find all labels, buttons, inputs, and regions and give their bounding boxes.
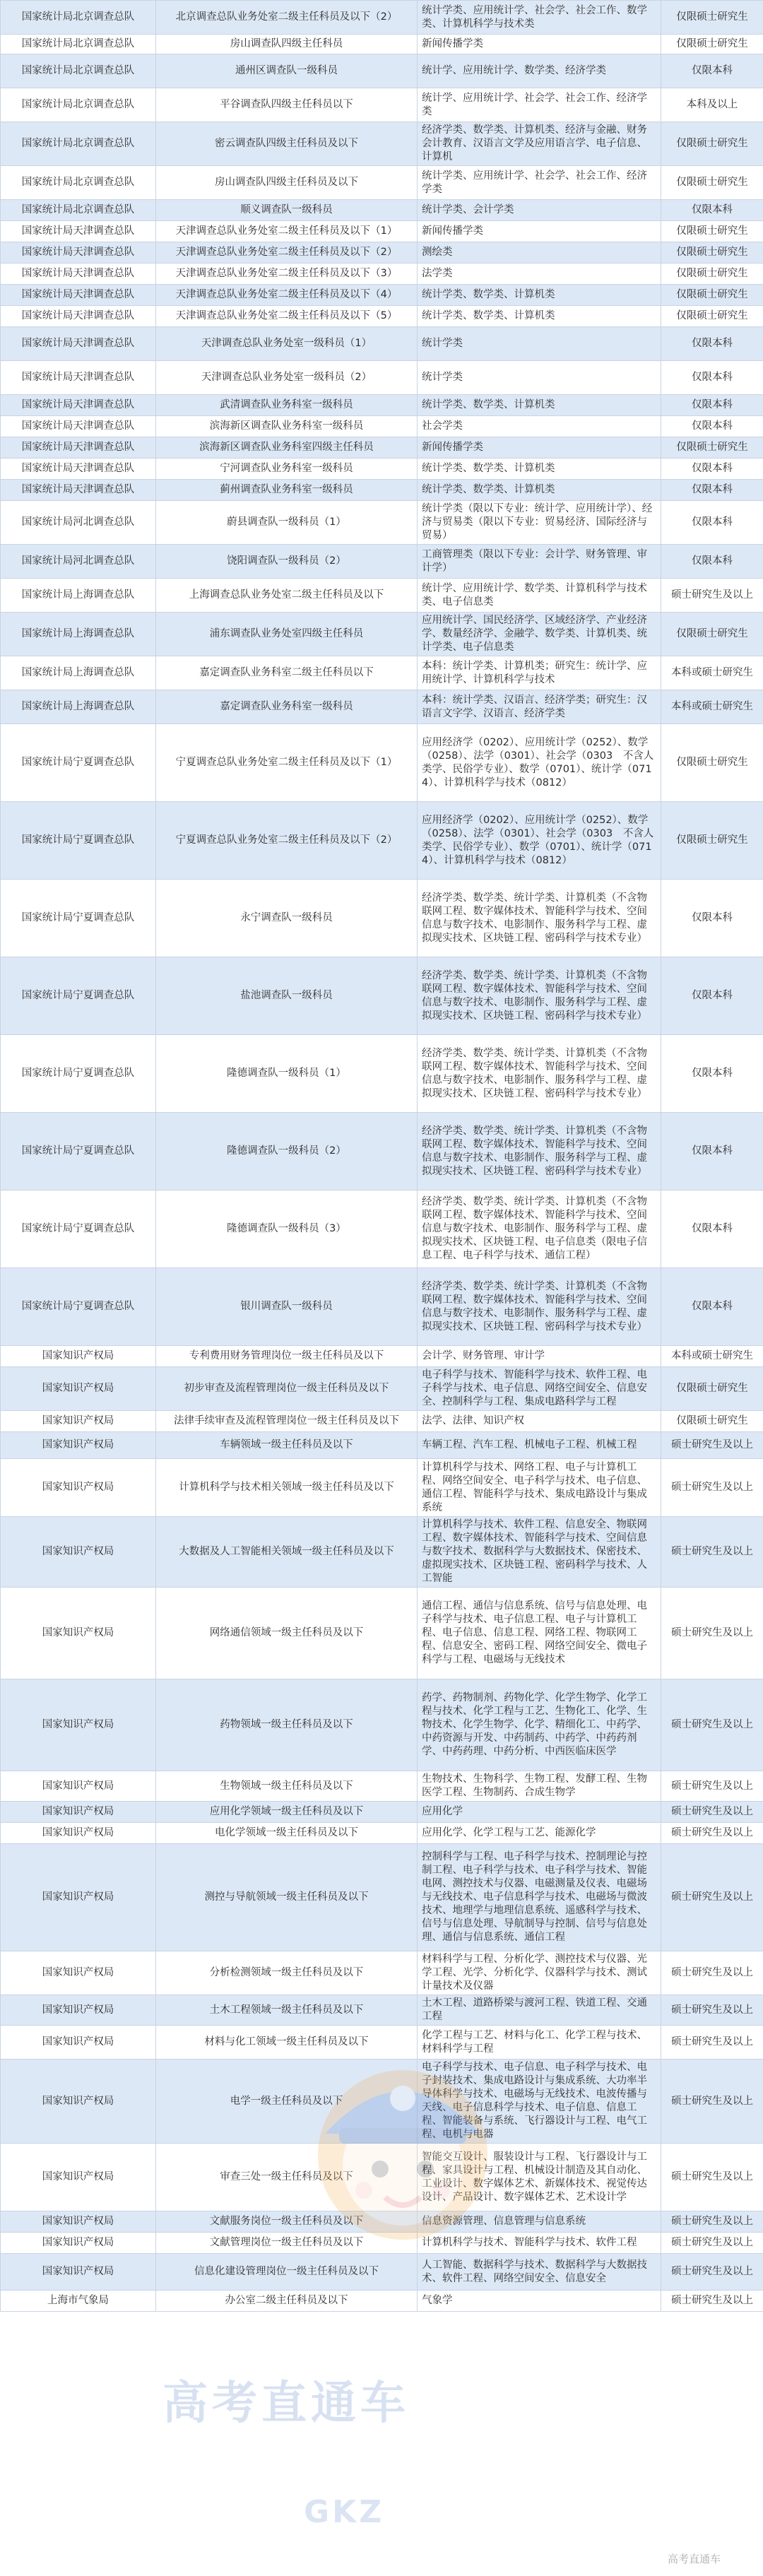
dept-cell: 国家统计局上海调查总队 (1, 613, 156, 656)
dept-cell: 国家知识产权局 (1, 2233, 156, 2254)
dept-cell: 国家统计局宁夏调查总队 (1, 1190, 156, 1268)
major-cell: 统计学类 (418, 361, 661, 395)
education-cell: 硕士研究生及以上 (661, 1823, 763, 1844)
table-row (1, 1268, 763, 1346)
dept-cell: 国家知识产权局 (1, 1823, 156, 1844)
education-cell: 硕士研究生及以上 (661, 1771, 763, 1802)
education-cell: 本科或硕士研究生 (661, 690, 763, 724)
education-cell: 仅限本科 (661, 327, 763, 361)
major-cell: 计算机科学与技术、智能科学与技术、软件工程 (418, 2233, 661, 2254)
dept-cell: 国家统计局宁夏调查总队 (1, 1113, 156, 1190)
major-cell: 通信工程、通信与信息系统、信号与信息处理、电子科学与技术、电子信息工程、电子与计算机工程、电子信息、信息工程、网络工程、物联网工程、信息安全、密码工程、网络空间安全、微电子科学与工程、电磁场与无线技术 (418, 1588, 661, 1679)
table-row (1, 656, 763, 690)
post-cell: 永宁调查队一级科员 (156, 880, 418, 957)
dept-cell: 国家知识产权局 (1, 2254, 156, 2291)
major-cell: 本科：统计学类、汉语言、经济学类；研究生：汉语言文字学、汉语言、经济学类 (418, 690, 661, 724)
post-cell: 滨海新区调查队业务科室四级主任科员 (156, 437, 418, 459)
table-row (1, 1346, 763, 1367)
table-row (1, 200, 763, 221)
major-cell: 新闻传播学类 (418, 437, 661, 459)
education-cell: 仅限硕士研究生 (661, 122, 763, 166)
post-cell: 滨海新区调查队业务科室一级科员 (156, 416, 418, 437)
table-row (1, 395, 763, 416)
major-cell: 统计学类 (418, 327, 661, 361)
post-cell: 房山调查队四级主任科员 (156, 35, 418, 54)
table-row (1, 579, 763, 613)
post-cell: 通州区调查队一级科员 (156, 54, 418, 88)
dept-cell: 国家统计局北京调查总队 (1, 166, 156, 200)
table-row (1, 802, 763, 880)
table-row (1, 122, 763, 166)
major-cell: 统计学类、数学类、计算机类 (418, 285, 661, 306)
post-cell: 饶阳调查队一级科员（2） (156, 545, 418, 579)
table-row (1, 264, 763, 285)
education-cell: 硕士研究生及以上 (661, 1588, 763, 1679)
dept-cell: 国家知识产权局 (1, 2060, 156, 2144)
table-row (1, 1995, 763, 2026)
dept-cell: 国家统计局天津调查总队 (1, 361, 156, 395)
dept-cell: 国家知识产权局 (1, 1844, 156, 1951)
major-cell: 统计学类（限以下专业：统计学、应用统计学）、经济与贸易类（限以下专业：贸易经济、国际经济与贸易） (418, 501, 661, 545)
major-cell: 计算机科学与技术、软件工程、信息安全、物联网工程、数字媒体技术、智能科学与技术、空间信息与数字技术、数据科学与大数据技术、保密技术、虚拟现实技术、区块链工程、密码科学与技术、人工智能 (418, 1517, 661, 1588)
education-cell: 仅限本科 (661, 459, 763, 480)
post-cell: 大数据及人工智能相关领域一级主任科员及以下 (156, 1517, 418, 1588)
post-cell: 房山调查队四级主任科员及以下 (156, 166, 418, 200)
education-cell: 硕士研究生及以上 (661, 2144, 763, 2211)
education-cell: 仅限硕士研究生 (661, 802, 763, 880)
post-cell: 办公室二级主任科员及以下 (156, 2291, 418, 2312)
education-cell: 仅限硕士研究生 (661, 285, 763, 306)
post-cell: 天津调查总队业务处室二级主任科员及以下（4） (156, 285, 418, 306)
table-row (1, 437, 763, 459)
table-row (1, 2144, 763, 2211)
table-row (1, 327, 763, 361)
post-cell: 审查三处一级主任科员及以下 (156, 2144, 418, 2211)
table-row (1, 1844, 763, 1951)
major-cell: 材料科学与工程、分析化学、测控技术与仪器、光学工程、光学、分析化学、仪器科学与技术、测试计量技术及仪器 (418, 1951, 661, 1995)
table-row (1, 501, 763, 545)
dept-cell: 国家统计局天津调查总队 (1, 480, 156, 501)
education-cell: 硕士研究生及以上 (661, 579, 763, 613)
education-cell: 硕士研究生及以上 (661, 2233, 763, 2254)
education-cell: 硕士研究生及以上 (661, 1951, 763, 1995)
post-cell: 宁河调查队业务科室一级科员 (156, 459, 418, 480)
education-cell: 仅限硕士研究生 (661, 264, 763, 285)
dept-cell: 国家知识产权局 (1, 1367, 156, 1411)
education-cell: 硕士研究生及以上 (661, 1844, 763, 1951)
major-cell: 应用化学、化学工程与工艺、能源化学 (418, 1823, 661, 1844)
dept-cell: 国家统计局天津调查总队 (1, 437, 156, 459)
dept-cell: 国家统计局天津调查总队 (1, 285, 156, 306)
major-cell: 新闻传播学类 (418, 221, 661, 242)
education-cell: 仅限本科 (661, 416, 763, 437)
table-row (1, 613, 763, 656)
major-cell: 统计学类、数学类、计算机类 (418, 395, 661, 416)
major-cell: 生物技术、生物科学、生物工程、发酵工程、生物医学工程、生物制药、合成生物学 (418, 1771, 661, 1802)
dept-cell: 国家知识产权局 (1, 2211, 156, 2233)
dept-cell: 国家统计局北京调查总队 (1, 35, 156, 54)
major-cell: 统计学类、数学类、计算机类 (418, 459, 661, 480)
post-cell: 初步审查及流程管理岗位一级主任科员及以下 (156, 1367, 418, 1411)
education-cell: 仅限本科 (661, 54, 763, 88)
major-cell: 人工智能、数据科学与技术、数据科学与大数据技术、软件工程、网络空间安全、信息安全 (418, 2254, 661, 2291)
post-cell: 文献管理岗位一级主任科员及以下 (156, 2233, 418, 2254)
post-cell: 浦东调查队业务处室四级主任科员 (156, 613, 418, 656)
major-cell: 车辆工程、汽车工程、机械电子工程、机械工程 (418, 1432, 661, 1459)
dept-cell: 国家知识产权局 (1, 1517, 156, 1588)
major-cell: 应用化学 (418, 1802, 661, 1823)
post-cell: 隆德调查队一级科员（2） (156, 1113, 418, 1190)
post-cell: 嘉定调查队业务科室二级主任科员以下 (156, 656, 418, 690)
education-cell: 仅限本科 (661, 200, 763, 221)
post-cell: 分析检测领域一级主任科员及以下 (156, 1951, 418, 1995)
dept-cell: 国家统计局天津调查总队 (1, 416, 156, 437)
education-cell: 仅限本科 (661, 1113, 763, 1190)
post-cell: 天津调查总队业务处室一级科员（2） (156, 361, 418, 395)
major-cell: 统计学类、数学类、计算机类 (418, 480, 661, 501)
education-cell: 仅限本科 (661, 1190, 763, 1268)
post-cell: 电化学领域一级主任科员及以下 (156, 1823, 418, 1844)
major-cell: 信息资源管理、信息管理与信息系统 (418, 2211, 661, 2233)
dept-cell: 国家统计局北京调查总队 (1, 1, 156, 35)
major-cell: 统计学类、数学类、计算机类 (418, 306, 661, 327)
education-cell: 仅限本科 (661, 361, 763, 395)
major-cell: 控制科学与工程、电子科学与技术、控制理论与控制工程、电子科学与技术、电子科学与技术、智能电网、测控技术与仪器、电磁测量及仪表、电磁场与无线技术、电子信息科学与技术、电磁场与微波技术、地理学与地理信息系统、遥感科学与技术、信号与信息处理、导航制导与控制、信号与信息处理、通信与信息系统、通信工程 (418, 1844, 661, 1951)
major-cell: 社会学类 (418, 416, 661, 437)
education-cell: 仅限硕士研究生 (661, 242, 763, 264)
post-cell: 法律手续审查及流程管理岗位一级主任科员及以下 (156, 1411, 418, 1432)
education-cell: 硕士研究生及以上 (661, 1679, 763, 1771)
brand-watermark-sub: GKZ (304, 2494, 385, 2530)
education-cell: 硕士研究生及以上 (661, 1802, 763, 1823)
education-cell: 仅限本科 (661, 1268, 763, 1346)
education-cell: 本科或硕士研究生 (661, 656, 763, 690)
post-cell: 天津调查总队业务处室一级科员（1） (156, 327, 418, 361)
dept-cell: 国家知识产权局 (1, 1951, 156, 1995)
table-row (1, 1771, 763, 1802)
table-row (1, 1588, 763, 1679)
table-row (1, 2233, 763, 2254)
dept-cell: 国家统计局北京调查总队 (1, 122, 156, 166)
post-cell: 测控与导航领域一级主任科员及以下 (156, 1844, 418, 1951)
post-cell: 隆德调查队一级科员（3） (156, 1190, 418, 1268)
dept-cell: 国家知识产权局 (1, 1346, 156, 1367)
major-cell: 经济学类、数学类、统计学类、计算机类（不含物联网工程、数字媒体技术、智能科学与技术、空间信息与数字技术、电影制作、服务科学与工程、虚拟现实技术、区块链工程、电子信息类（限电子信息工程、电子科学与技术、通信工程） (418, 1190, 661, 1268)
major-cell: 经济学类、数学类、统计学类、计算机类（不含物联网工程、数字媒体技术、智能科学与技术、空间信息与数字技术、电影制作、服务科学与工程、虚拟现实技术、区块链工程、密码科学与技术专业） (418, 1268, 661, 1346)
table-row (1, 2254, 763, 2291)
post-cell: 信息化建设管理岗位一级主任科员及以下 (156, 2254, 418, 2291)
education-cell: 硕士研究生及以上 (661, 2291, 763, 2312)
dept-cell: 国家统计局天津调查总队 (1, 221, 156, 242)
dept-cell: 国家知识产权局 (1, 1679, 156, 1771)
dept-cell: 国家统计局北京调查总队 (1, 88, 156, 122)
post-cell: 蓟州调查队业务科室一级科员 (156, 480, 418, 501)
dept-cell: 国家统计局宁夏调查总队 (1, 1268, 156, 1346)
dept-cell: 国家知识产权局 (1, 1459, 156, 1517)
post-cell: 计算机科学与技术相关领域一级主任科员及以下 (156, 1459, 418, 1517)
major-cell: 会计学、财务管理、审计学 (418, 1346, 661, 1367)
post-cell: 车辆领域一级主任科员及以下 (156, 1432, 418, 1459)
education-cell: 仅限硕士研究生 (661, 724, 763, 802)
dept-cell: 国家统计局河北调查总队 (1, 545, 156, 579)
table-row (1, 54, 763, 88)
education-cell: 仅限硕士研究生 (661, 1411, 763, 1432)
table-row (1, 2026, 763, 2060)
table-row (1, 35, 763, 54)
dept-cell: 国家知识产权局 (1, 1588, 156, 1679)
post-cell: 宁夏调查总队业务处室二级主任科员及以下（2） (156, 802, 418, 880)
dept-cell: 国家统计局宁夏调查总队 (1, 1035, 156, 1113)
education-cell: 本科及以上 (661, 88, 763, 122)
education-cell: 仅限本科 (661, 880, 763, 957)
dept-cell: 国家知识产权局 (1, 1432, 156, 1459)
major-cell: 电子科学与技术、电子信息、电子科学与技术、电子封装技术、集成电路设计与集成系统、大功率半导体科学与技术、电磁场与无线技术、电波传播与天线、电子信息科学与技术、电子信息、信息工程、智能装备与系统、飞行器设计与工程、电气工程、电机与电器 (418, 2060, 661, 2144)
table-row (1, 2291, 763, 2312)
dept-cell: 国家统计局天津调查总队 (1, 459, 156, 480)
table-row (1, 88, 763, 122)
dept-cell: 国家知识产权局 (1, 1411, 156, 1432)
major-cell: 电子科学与技术、智能科学与技术、软件工程、电子科学与技术、电子信息、网络空间安全、信息安全、控制科学与工程、集成电路科学与工程 (418, 1367, 661, 1411)
education-cell: 仅限本科 (661, 395, 763, 416)
table-row (1, 1679, 763, 1771)
dept-cell: 国家统计局北京调查总队 (1, 200, 156, 221)
education-cell: 仅限硕士研究生 (661, 35, 763, 54)
major-cell: 智能交互设计、服装设计与工程、飞行器设计与工程、家具设计与工程、机械设计制造及其自动化、工业设计、数字媒体艺术、新媒体技术、视觉传达设计、产品设计、数字媒体艺术、艺术设计学 (418, 2144, 661, 2211)
post-cell: 文献服务岗位一级主任科员及以下 (156, 2211, 418, 2233)
dept-cell: 国家统计局宁夏调查总队 (1, 724, 156, 802)
education-cell: 仅限本科 (661, 957, 763, 1035)
table-row (1, 242, 763, 264)
major-cell: 应用统计学、国民经济学、区域经济学、产业经济学、数量经济学、金融学、数学类、计算机类、统计学类、电子信息类 (418, 613, 661, 656)
dept-cell: 国家统计局天津调查总队 (1, 327, 156, 361)
table-row (1, 1432, 763, 1459)
post-cell: 顺义调查队一级科员 (156, 200, 418, 221)
education-cell: 仅限硕士研究生 (661, 306, 763, 327)
major-cell: 经济学类、数学类、统计学类、计算机类（不含物联网工程、数字媒体技术、智能科学与技术、空间信息与数字技术、电影制作、服务科学与工程、虚拟现实技术、区块链工程、密码科学与技术专业） (418, 1035, 661, 1113)
major-cell: 经济学类、数学类、统计学类、计算机类（不含物联网工程、数字媒体技术、智能科学与技术、空间信息与数字技术、电影制作、服务科学与工程、虚拟现实技术、区块链工程、密码科学与技术专业） (418, 880, 661, 957)
dept-cell: 国家知识产权局 (1, 2144, 156, 2211)
table-row (1, 690, 763, 724)
table-row (1, 221, 763, 242)
major-cell: 统计学、应用统计学、数学类、计算机科学与技术类、电子信息类 (418, 579, 661, 613)
table-row (1, 2060, 763, 2144)
major-cell: 计算机科学与技术、网络工程、电子与计算机工程、网络空间安全、电子科学与技术、电子信息、通信工程、智能科学与技术、集成电路设计与集成系统 (418, 1459, 661, 1517)
dept-cell: 国家统计局上海调查总队 (1, 690, 156, 724)
major-cell: 新闻传播学类 (418, 35, 661, 54)
table-row (1, 459, 763, 480)
major-cell: 统计学、应用统计学、社会学、社会工作、经济学类 (418, 88, 661, 122)
table-row (1, 880, 763, 957)
education-cell: 硕士研究生及以上 (661, 1995, 763, 2026)
dept-cell: 国家统计局上海调查总队 (1, 656, 156, 690)
corner-watermark: 高考直通车 (667, 2553, 721, 2565)
post-cell: 天津调查总队业务处室二级主任科员及以下（2） (156, 242, 418, 264)
post-cell: 盐池调查队一级科员 (156, 957, 418, 1035)
dept-cell: 国家统计局天津调查总队 (1, 306, 156, 327)
major-cell: 药学、药物制剂、药物化学、化学生物学、化学工程与技术、化学工程与工艺、生物化工、化学、生物技术、化学生物学、化学、精细化工、中药学、中药资源与开发、中药制药、中药学、中药药剂学、中药药理、中药分析、中西医临床医学 (418, 1679, 661, 1771)
education-cell: 硕士研究生及以上 (661, 1459, 763, 1517)
education-cell: 仅限硕士研究生 (661, 166, 763, 200)
major-cell: 应用经济学（0202）、应用统计学（0252）、数学（0258）、法学（0301）、社会学（0303 不含人类学、民俗学专业）、数学（0701）、统计学（0714）、计算机科学与技术（0812） (418, 802, 661, 880)
table-row (1, 1459, 763, 1517)
table-row (1, 1, 763, 35)
post-cell: 生物领域一级主任科员及以下 (156, 1771, 418, 1802)
education-cell: 硕士研究生及以上 (661, 2254, 763, 2291)
post-cell: 嘉定调查队业务科室一级科员 (156, 690, 418, 724)
brand-watermark-text: 高考直通车 (162, 2377, 410, 2430)
dept-cell: 国家统计局上海调查总队 (1, 579, 156, 613)
table-row (1, 166, 763, 200)
table-row (1, 1190, 763, 1268)
post-cell: 网络通信领域一级主任科员及以下 (156, 1588, 418, 1679)
education-cell: 仅限本科 (661, 480, 763, 501)
dept-cell: 上海市气象局 (1, 2291, 156, 2312)
education-cell: 硕士研究生及以上 (661, 1432, 763, 1459)
table-row (1, 416, 763, 437)
dept-cell: 国家统计局河北调查总队 (1, 501, 156, 545)
major-cell: 法学类 (418, 264, 661, 285)
education-cell: 仅限硕士研究生 (661, 1367, 763, 1411)
table-row (1, 1367, 763, 1411)
major-cell: 测绘类 (418, 242, 661, 264)
dept-cell: 国家统计局北京调查总队 (1, 54, 156, 88)
education-cell: 仅限本科 (661, 501, 763, 545)
post-cell: 蔚县调查队一级科员（1） (156, 501, 418, 545)
post-cell: 天津调查总队业务处室二级主任科员及以下（5） (156, 306, 418, 327)
major-cell: 统计学类、会计学类 (418, 200, 661, 221)
education-cell: 硕士研究生及以上 (661, 2211, 763, 2233)
education-cell: 硕士研究生及以上 (661, 1517, 763, 1588)
post-cell: 北京调查总队业务处室二级主任科员及以下（2） (156, 1, 418, 35)
table-row (1, 1035, 763, 1113)
table-row (1, 285, 763, 306)
post-cell: 银川调查队一级科员 (156, 1268, 418, 1346)
table-row (1, 545, 763, 579)
major-cell: 应用经济学（0202）、应用统计学（0252）、数学（0258）、法学（0301）、社会学（0303 不含人类学、民俗学专业）、数学（0701）、统计学（0714）、计算机科学与技术（0812） (418, 724, 661, 802)
post-cell: 材料与化工领域一级主任科员及以下 (156, 2026, 418, 2060)
post-cell: 应用化学领域一级主任科员及以下 (156, 1802, 418, 1823)
post-cell: 专利费用财务管理岗位一级主任科员及以下 (156, 1346, 418, 1367)
post-cell: 电学一级主任科员及以下 (156, 2060, 418, 2144)
table-row (1, 480, 763, 501)
post-cell: 天津调查总队业务处室二级主任科员及以下（1） (156, 221, 418, 242)
major-cell: 经济学类、数学类、统计学类、计算机类（不含物联网工程、数字媒体技术、智能科学与技术、空间信息与数字技术、电影制作、服务科学与工程、虚拟现实技术、区块链工程、密码科学与技术专业） (418, 957, 661, 1035)
post-cell: 药物领域一级主任科员及以下 (156, 1679, 418, 1771)
education-cell: 仅限硕士研究生 (661, 221, 763, 242)
post-cell: 隆德调查队一级科员（1） (156, 1035, 418, 1113)
table-row (1, 2211, 763, 2233)
dept-cell: 国家统计局宁夏调查总队 (1, 957, 156, 1035)
dept-cell: 国家统计局宁夏调查总队 (1, 880, 156, 957)
table-row (1, 1113, 763, 1190)
education-cell: 硕士研究生及以上 (661, 2026, 763, 2060)
major-cell: 化学工程与工艺、材料与化工、化学工程与技术、材料科学与工程 (418, 2026, 661, 2060)
dept-cell: 国家知识产权局 (1, 1802, 156, 1823)
post-cell: 密云调查队四级主任科员及以下 (156, 122, 418, 166)
education-cell: 仅限本科 (661, 1035, 763, 1113)
post-cell: 武清调查队业务科室一级科员 (156, 395, 418, 416)
post-cell: 宁夏调查总队业务处室二级主任科员及以下（1） (156, 724, 418, 802)
post-cell: 土木工程领域一级主任科员及以下 (156, 1995, 418, 2026)
education-cell: 仅限硕士研究生 (661, 613, 763, 656)
post-cell: 上海调查总队业务处室二级主任科员及以下 (156, 579, 418, 613)
table-row (1, 1823, 763, 1844)
education-cell: 仅限本科 (661, 545, 763, 579)
dept-cell: 国家统计局天津调查总队 (1, 242, 156, 264)
major-cell: 气象学 (418, 2291, 661, 2312)
dept-cell: 国家知识产权局 (1, 1771, 156, 1802)
major-cell: 本科：统计学类、计算机类；研究生：统计学、应用统计学、计算机科学与技术 (418, 656, 661, 690)
table-row (1, 1411, 763, 1432)
dept-cell: 国家统计局天津调查总队 (1, 264, 156, 285)
dept-cell: 国家统计局宁夏调查总队 (1, 802, 156, 880)
major-cell: 经济学类、数学类、统计学类、计算机类（不含物联网工程、数字媒体技术、智能科学与技术、空间信息与数字技术、电影制作、服务科学与工程、虚拟现实技术、区块链工程、密码科学与技术专业） (418, 1113, 661, 1190)
major-cell: 工商管理类（限以下专业：会计学、财务管理、审计学） (418, 545, 661, 579)
education-cell: 本科或硕士研究生 (661, 1346, 763, 1367)
table-row (1, 1951, 763, 1995)
post-cell: 天津调查总队业务处室二级主任科员及以下（3） (156, 264, 418, 285)
education-cell: 仅限硕士研究生 (661, 437, 763, 459)
table-row (1, 306, 763, 327)
education-cell: 仅限硕士研究生 (661, 1, 763, 35)
major-cell: 统计学、应用统计学、数学类、经济学类 (418, 54, 661, 88)
major-cell: 统计学类、应用统计学、社会学、社会工作、数学类、计算机科学与技术类 (418, 1, 661, 35)
table-row (1, 1802, 763, 1823)
dept-cell: 国家统计局天津调查总队 (1, 395, 156, 416)
dept-cell: 国家知识产权局 (1, 1995, 156, 2026)
major-cell: 法学、法律、知识产权 (418, 1411, 661, 1432)
post-cell: 平谷调查队四级主任科员以下 (156, 88, 418, 122)
table-row (1, 957, 763, 1035)
major-cell: 经济学类、数学类、计算机类、经济与金融、财务会计教育、汉语言文学及应用语言学、电子信息、计算机 (418, 122, 661, 166)
table-row (1, 724, 763, 802)
table-row (1, 1517, 763, 1588)
education-cell: 硕士研究生及以上 (661, 2060, 763, 2144)
dept-cell: 国家知识产权局 (1, 2026, 156, 2060)
major-cell: 土木工程、道路桥梁与渡河工程、铁道工程、交通工程 (418, 1995, 661, 2026)
major-cell: 统计学类、应用统计学、社会学、社会工作、经济学类 (418, 166, 661, 200)
table-row (1, 361, 763, 395)
